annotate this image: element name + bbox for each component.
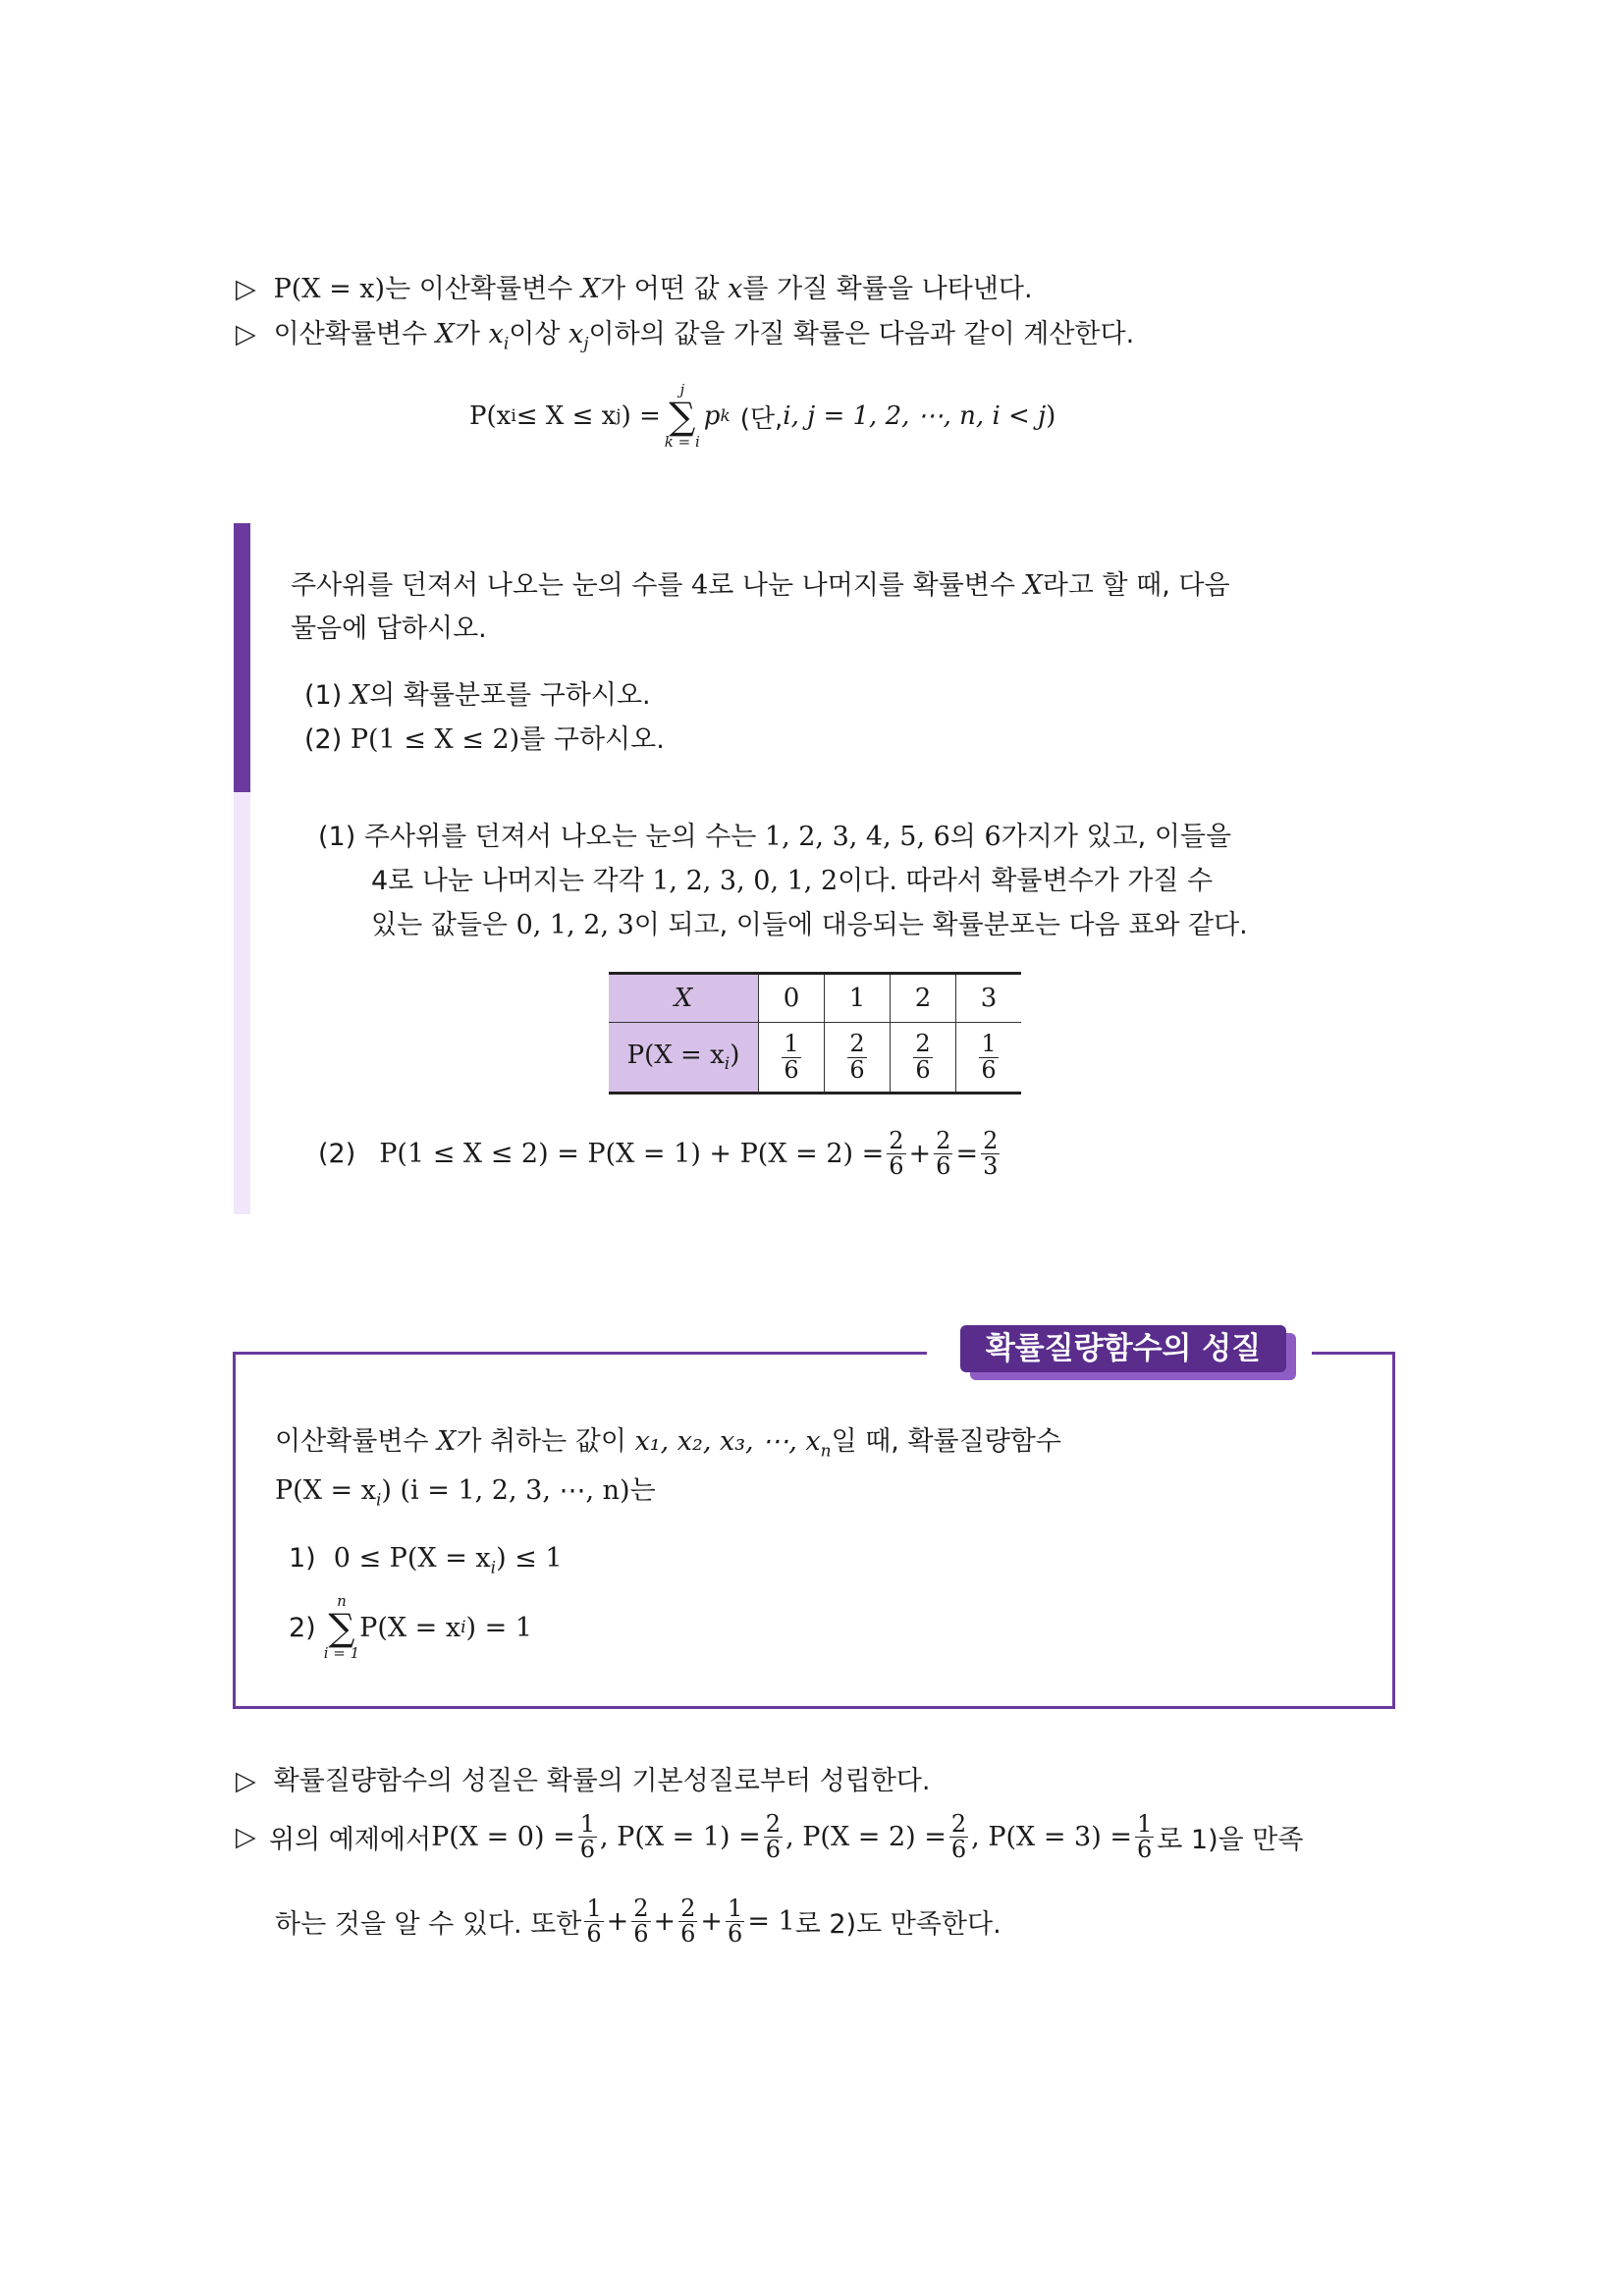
property-item-1: 1) $0 \le P(X = x_i) \le 1$ (289, 1543, 563, 1578)
note-line-3: 하는 것을 알 수 있다. 또한 $\frac{1}{6}$ + $\frac{2}{6}$ + $\frac{2}{6}$ + $\frac{1}{6}$ = 1 로 2)도 만족한다. (275, 1895, 1001, 1949)
fraction: $\frac{2}{6}$ (680, 1895, 696, 1949)
summation: j ∑ k = i (664, 381, 700, 451)
property-line-2: $P(X = x_i)$ (i = 1, 2, 3, ⋯, n)는 (275, 1475, 656, 1511)
table-prob-cell: $\frac{2}{6}$ (825, 1023, 891, 1094)
example-problem-line-1: 주사위를 던져서 나오는 눈의 수를 4로 나눈 나머지를 확률변수 X라고 할 때, 다음 (291, 570, 1230, 601)
example-question-2: (2) P(1 ≤ X ≤ 2)를 구하시오. (304, 724, 665, 755)
bullet-triangle-icon: ▷ (236, 1822, 256, 1853)
property-title: 확률질량함수의 성질 (960, 1325, 1286, 1372)
fraction: $\frac{2}{6}$ (950, 1810, 967, 1864)
solution-part-2: (2) P(1 ≤ X ≤ 2) = P(X = 1) + P(X = 2) = $\frac{2}{6}$ + $\frac{2}{6}$ = $\frac{2}{3}$ (318, 1127, 999, 1181)
fraction: $\frac{2}{6}$ (936, 1127, 951, 1181)
solution-accent-bar (234, 792, 250, 1214)
table-value-cell: 0 (759, 974, 825, 1023)
fraction: $\frac{2}{6}$ (765, 1810, 782, 1864)
example-question-1: (1) X의 확률분포를 구하시오. (304, 680, 651, 711)
table-prob-cell: $\frac{1}{6}$ (759, 1023, 825, 1094)
fraction: $\frac{1}{6}$ (579, 1810, 595, 1864)
example-accent-bar (234, 523, 250, 792)
bullet-triangle-icon: ▷ (236, 1766, 256, 1796)
fraction: $\frac{2}{6}$ (889, 1127, 904, 1181)
table-value-cell: 1 (825, 974, 891, 1023)
bullet-triangle-icon: ▷ (236, 274, 256, 304)
fraction: $\frac{2}{6}$ (633, 1895, 649, 1949)
property-line-1: 이산확률변수 X가 취하는 값이 x₁, x₂, x₃, ⋯, $x_n$일 때, 확률질량함수 (275, 1426, 1061, 1462)
fraction: $\frac{1}{6}$ (1136, 1810, 1153, 1864)
intro-line-2: ▷ 이산확률변수 X가 $x_i$이상 $x_j$이하의 값을 가질 확률은 다음과 같이 계산한다. (236, 319, 1135, 354)
example-problem-line-2: 물음에 답하시오. (291, 614, 487, 644)
table-prob-cell: $\frac{2}{6}$ (891, 1023, 956, 1094)
fraction: $\frac{1}{6}$ (586, 1895, 602, 1949)
table-row (609, 1023, 1021, 1094)
bullet-triangle-icon: ▷ (236, 319, 256, 349)
fraction: $\frac{1}{6}$ (728, 1895, 743, 1949)
table-header-x: X (609, 974, 759, 1023)
probability-range-formula: P(x i ≤ X ≤ x j ) = j ∑ k = i p k (단, i, j = 1, 2, ⋯, n, i < j ) (469, 381, 1056, 451)
intro-line-1: ▷ P(X = x)는 이산확률변수 X가 어떤 값 x를 가질 확률을 나타낸다. (236, 274, 1033, 304)
note-line-2: ▷ 위의 예제에서 P(X = 0) = $\frac{1}{6}$ , P(X = 1) = $\frac{2}{6}$ , P(X = 2) = $\frac{2}{6}$ , P(X = 3) = $\frac{1}{6}$ 로 1)을 만족 (236, 1810, 1304, 1864)
property-item-2: 2) n ∑ i = 1 P(X = x i ) = 1 (289, 1592, 533, 1662)
table-prob-cell: $\frac{1}{6}$ (956, 1023, 1022, 1094)
solution-line-1: (1) 주사위를 던져서 나오는 눈의 수는 1, 2, 3, 4, 5, 6의 6가지가 있고, 이들을 (318, 822, 1232, 852)
probability-distribution-table (609, 972, 1021, 1095)
solution-line-2: 4로 나눈 나머지는 각각 1, 2, 3, 0, 1, 2이다. 따라서 확률변수가 가질 수 (371, 866, 1214, 896)
table-row (609, 974, 1021, 1023)
note-line-1: ▷ 확률질량함수의 성질은 확률의 기본성질로부터 성립한다. (236, 1766, 931, 1796)
table-header-probability: $P(X = x_i)$ (609, 1023, 759, 1094)
table-value-cell: 2 (891, 974, 956, 1023)
summation: n ∑ i = 1 (323, 1592, 360, 1662)
fraction: $\frac{2}{3}$ (983, 1127, 999, 1181)
solution-line-3: 있는 값들은 0, 1, 2, 3이 되고, 이들에 대응되는 확률분포는 다음 표와 같다. (371, 910, 1248, 940)
table-value-cell: 3 (956, 974, 1022, 1023)
